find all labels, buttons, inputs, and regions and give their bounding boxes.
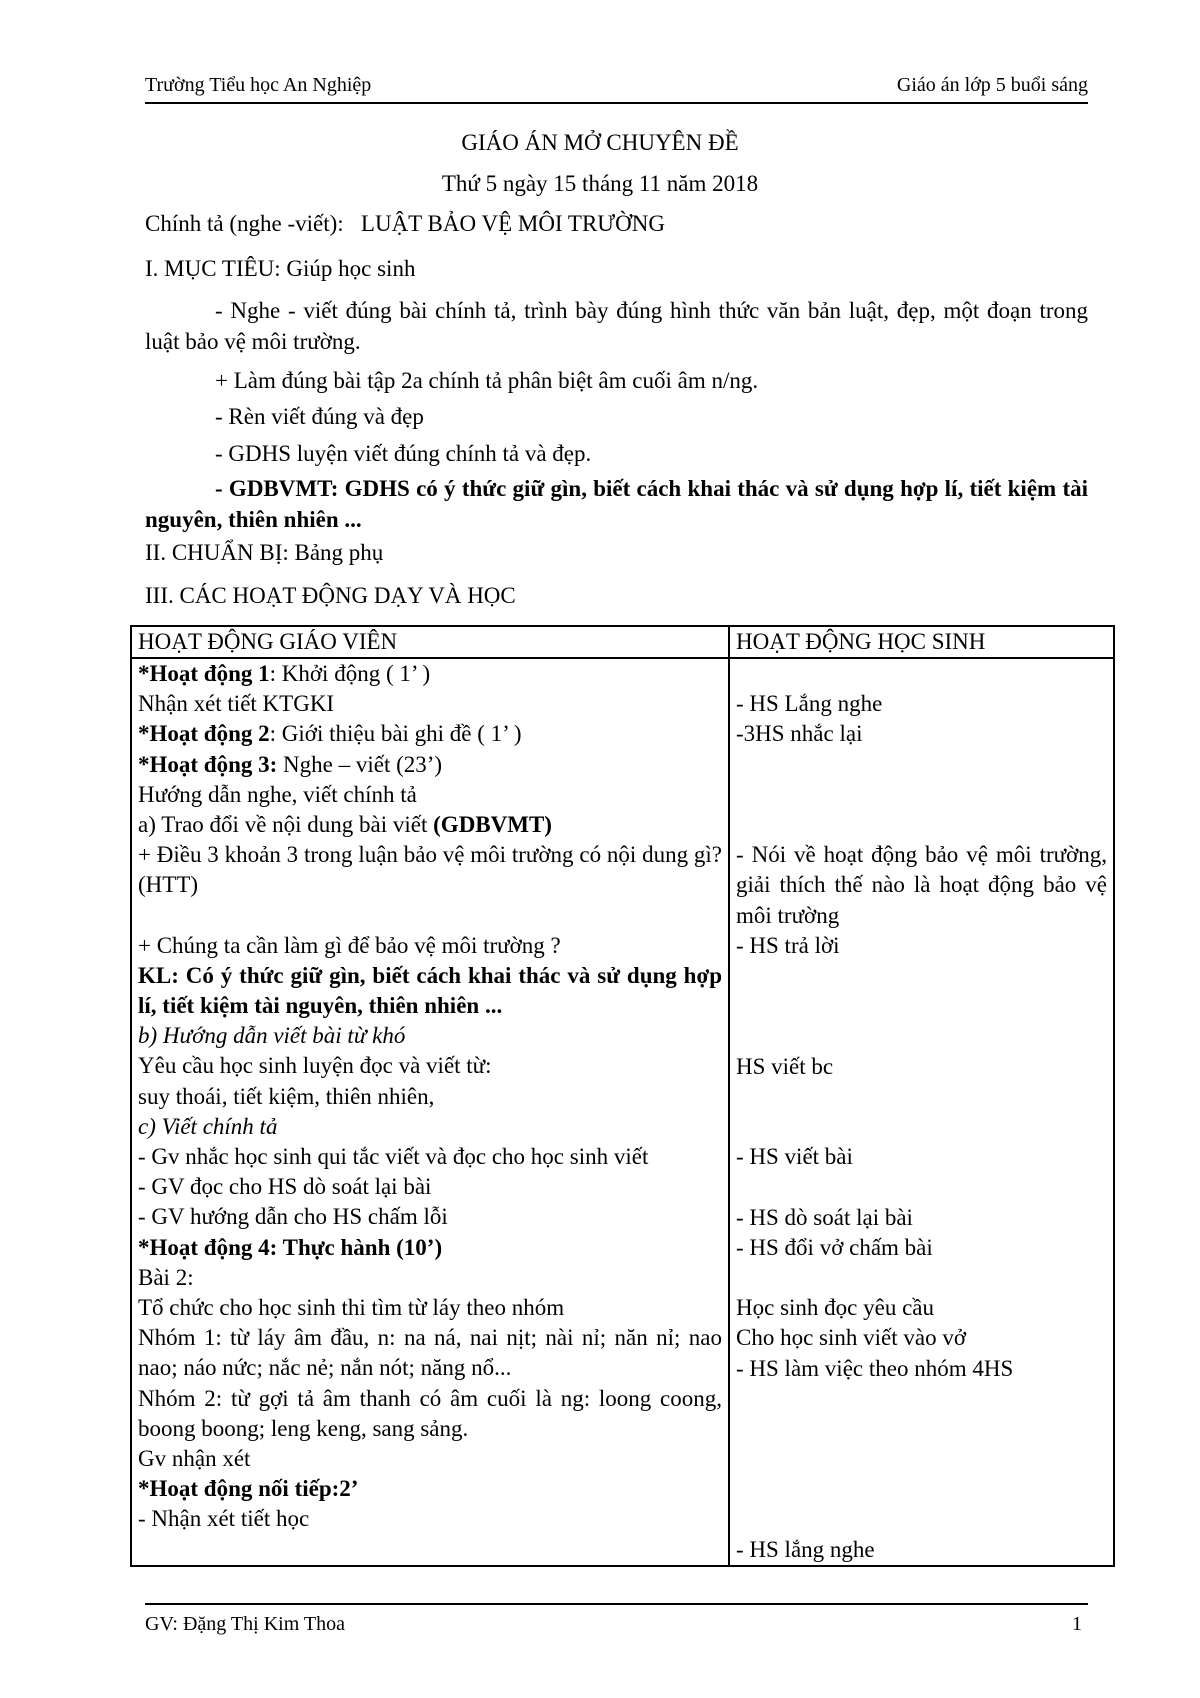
page-number: 1	[1072, 1613, 1082, 1635]
preparation: II. CHUẨN BỊ: Bảng phụ	[145, 540, 384, 565]
list-item: - Nói về hoạt động bảo vệ môi trường, giải thích thế nào là hoạt động bảo vệ môi trường	[736, 842, 1107, 928]
list-item: - HS làm việc theo nhóm 4HS	[736, 1355, 1014, 1381]
page-title: GIÁO ÁN MỞ CHUYÊN ĐỀ	[461, 130, 739, 155]
list-item: - GV đọc cho HS dò soát lại bài	[138, 1174, 432, 1200]
page-footer	[145, 1603, 1088, 1635]
page-header	[145, 72, 1088, 104]
activity-1: *Hoạt động 1: Khởi động ( 1’ )	[138, 661, 431, 686]
list-item: - HS đổi vở chấm bài	[736, 1234, 933, 1260]
activities-heading: III. CÁC HOẠT ĐỘNG DẠY VÀ HỌC	[145, 583, 516, 608]
teacher-name: GV: Đặng Thị Kim Thoa	[145, 1613, 345, 1635]
lesson-name: LUẬT BẢO VỆ MÔI TRƯỜNG	[360, 211, 665, 236]
list-item: - HS trả lời	[736, 932, 840, 958]
list-item: HS viết bc	[736, 1053, 834, 1079]
school-name: Trường Tiểu học An Nghiệp	[145, 74, 372, 96]
list-item: + Chúng ta cần làm gì để bảo vệ môi trường ?	[138, 932, 561, 958]
list-item: Hướng dẫn nghe, viết chính tả	[138, 781, 417, 807]
list-item: Cho học sinh viết vào vở	[736, 1325, 966, 1351]
section-b-heading: b) Hướng dẫn viết bài từ khó	[138, 1023, 406, 1049]
list-item: Nhóm 1: từ láy âm đầu, n: na ná, nai nịt; nài nỉ; năn nỉ; nao nao; náo nức; nắc nẻ; nắn nót; năng nổ...	[138, 1325, 722, 1381]
objective-item-1: - Nghe - viết đúng bài chính tả, trình bày đúng hình thức văn bản luật, đẹp, một đoạn trong luật bảo vệ môi trường.	[145, 298, 1088, 354]
objectives-heading: I. MỤC TIÊU: Giúp học sinh	[145, 256, 416, 281]
list-item: Gv nhận xét	[138, 1446, 251, 1472]
conclusion: KL: Có ý thức giữ gìn, biết cách khai thác và sử dụng hợp lí, tiết kiệm tài nguyên, thiên nhiên ...	[138, 962, 722, 1019]
activity-3: *Hoạt động 3: Nghe – viết (23’)	[138, 751, 443, 777]
col-teacher-header: HOẠT ĐỘNG GIÁO VIÊN	[131, 626, 729, 658]
lesson-label: Chính tả (nghe -viết):	[145, 211, 344, 236]
table-row	[131, 658, 1114, 1566]
lesson-line	[145, 211, 665, 237]
list-item: - HS lắng nghe	[736, 1536, 875, 1562]
list-item: - Gv nhắc học sinh qui tắc viết và đọc cho học sinh viết	[138, 1144, 649, 1170]
list-item: - Nhận xét tiết học	[138, 1506, 310, 1532]
student-column	[729, 658, 1114, 1566]
list-item: - HS Lắng nghe	[736, 691, 883, 717]
section-c-heading: c) Viết chính tả	[138, 1113, 278, 1139]
activity-2: *Hoạt động 2: Giới thiệu bài ghi đề ( 1’ )	[138, 721, 522, 747]
list-item: Yêu cầu học sinh luyện đọc và viết từ:	[138, 1053, 492, 1079]
objective-item-2: + Làm đúng bài tập 2a chính tả phân biệt âm cuối âm n/ng.	[215, 368, 759, 393]
list-item: -3HS nhắc lại	[736, 721, 863, 747]
activity-final: *Hoạt động nối tiếp:2’	[138, 1476, 359, 1502]
col-student-header: HOẠT ĐỘNG HỌC SINH	[729, 626, 1114, 658]
list-item: - GV hướng dẫn cho HS chấm lỗi	[138, 1204, 448, 1230]
list-item: Học sinh đọc yêu cầu	[736, 1295, 934, 1321]
list-item: suy thoái, tiết kiệm, thiên nhiên,	[138, 1083, 435, 1109]
list-item: - HS dò soát lại bài	[736, 1204, 913, 1230]
list-item: Bài 2:	[138, 1264, 194, 1290]
lesson-date: Thứ 5 ngày 15 tháng 11 năm 2018	[441, 171, 759, 196]
list-item: Nhận xét tiết KTGKI	[138, 691, 335, 717]
header-subject: Giáo án lớp 5 buổi sáng	[896, 74, 1088, 96]
list-item: - HS viết bài	[736, 1144, 853, 1170]
objective-item-3: - Rèn viết đúng và đẹp	[215, 404, 424, 429]
activities-table	[130, 625, 1115, 1567]
table-header-row	[131, 626, 1114, 658]
activity-4: *Hoạt động 4: Thực hành (10’)	[138, 1234, 443, 1260]
list-item: Nhóm 2: từ gợi tả âm thanh có âm cuối là ng: loong coong, boong boong; leng keng, sang sảng.	[138, 1385, 722, 1441]
teacher-column	[131, 658, 729, 1566]
list-item: a) Trao đổi về nội dung bài viết (GDBVMT)	[138, 812, 552, 838]
objective-item-4: - GDHS luyện viết đúng chính tả và đẹp.	[215, 441, 592, 466]
list-item: + Điều 3 khoản 3 trong luận bảo vệ môi trường có nội dung gì?(HTT)	[138, 842, 722, 898]
objective-item-5: - GDBVMT: GDHS có ý thức giữ gìn, biết cách khai thác và sử dụng hợp lí, tiết kiệm tài nguyên, thiên nhiên ...	[145, 476, 1088, 532]
list-item: Tổ chức cho học sinh thi tìm từ láy theo nhóm	[138, 1295, 565, 1321]
